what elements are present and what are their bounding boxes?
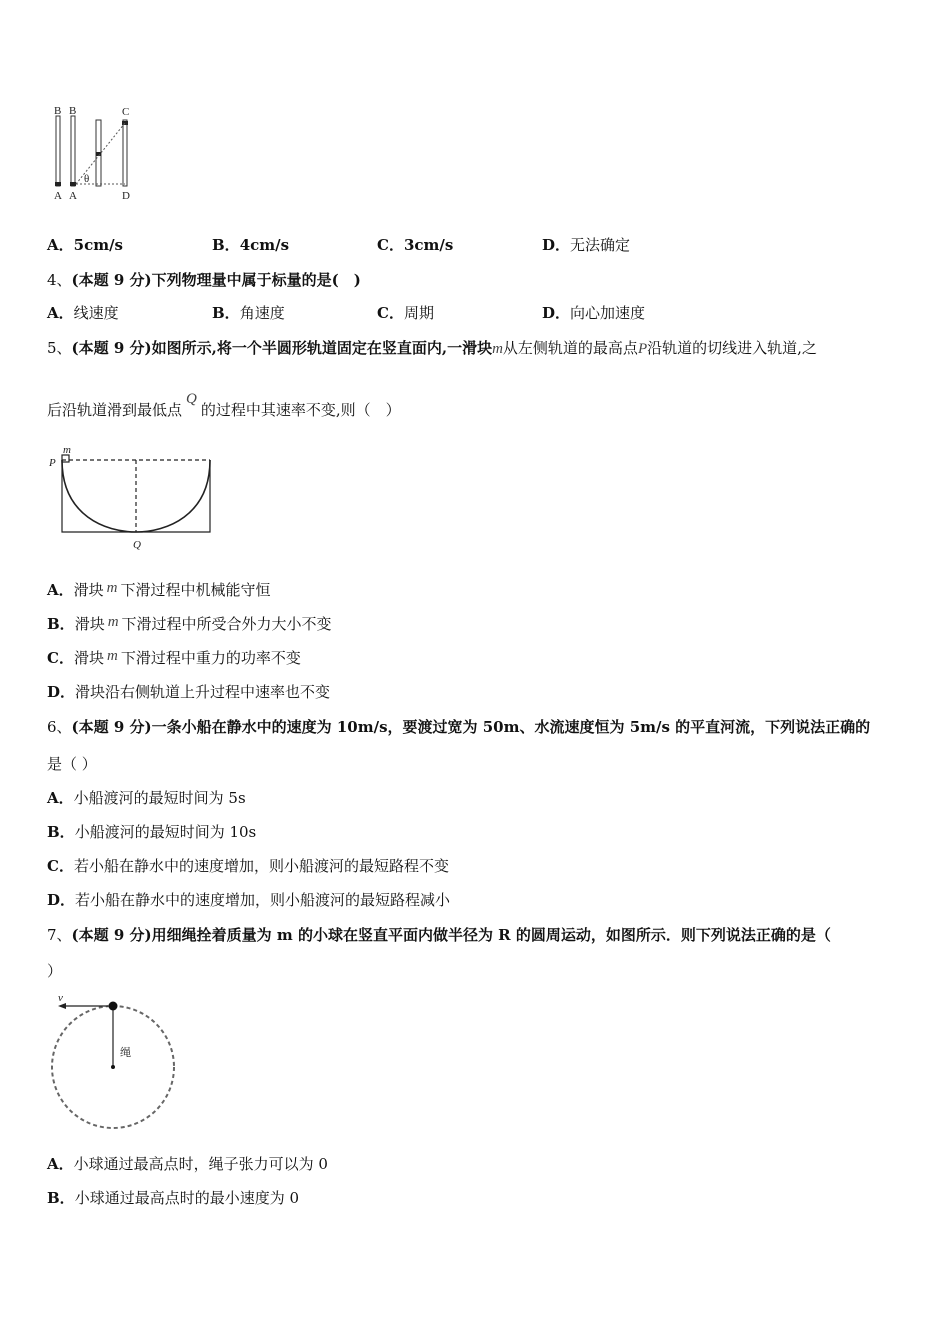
label-theta: θ [84, 173, 90, 185]
semicircle-track-figure [46, 446, 226, 554]
label-b1: B [54, 105, 62, 117]
q6-option-c[interactable]: C．若小船在静水中的速度增加，则小船渡河的最短路程不变 [47, 857, 449, 875]
q3-option-c[interactable]: C．3cm/s [377, 236, 454, 254]
q5-option-c[interactable]: C．滑块 m 下滑过程中重力的功率不变 [47, 648, 301, 667]
q3-option-a[interactable]: A．5cm/s [47, 236, 124, 254]
q4-option-b[interactable]: B．角速度 [212, 304, 285, 322]
vertical-circle-figure [44, 990, 184, 1130]
label-m: m [63, 446, 71, 456]
q7-stem-line1: 7、(本题 9 分)用细绳拴着质量为 m 的小球在竖直平面内做半径为 R 的圆周运动，如图所示．则下列说法正确的是（ [47, 926, 831, 944]
label-a2: A [69, 190, 77, 202]
q5-option-d[interactable]: D．滑块沿右侧轨道上升过程中速率也不变 [47, 683, 331, 701]
label-v: v [58, 992, 63, 1004]
q5-option-a[interactable]: A．滑块 m 下滑过程中机械能守恒 [47, 580, 271, 599]
q4-option-c[interactable]: C．周期 [377, 304, 434, 322]
q5-stem-line2: 后沿轨道滑到最低点Q的过程中其速率不变,则（ ） [47, 391, 401, 419]
label-a1: A [54, 190, 62, 202]
q6-option-d[interactable]: D．若小船在静水中的速度增加，则小船渡河的最短路程减小 [47, 891, 451, 909]
tube-figure [48, 104, 148, 204]
q7-stem-line2: ） [47, 962, 63, 980]
q4-option-d[interactable]: D．向心加速度 [542, 304, 646, 322]
q4-stem: 4、(本题 9 分)下列物理量中属于标量的是( ) [47, 271, 361, 289]
q3-option-b[interactable]: B．4cm/s [212, 236, 290, 254]
q6-stem-line2: 是（ ） [47, 755, 97, 773]
q3-option-d[interactable]: D．无法确定 [542, 236, 631, 254]
q4-option-a[interactable]: A．线速度 [47, 304, 119, 322]
label-p: P [49, 457, 56, 469]
q7-option-b[interactable]: B．小球通过最高点时的最小速度为 0 [47, 1189, 300, 1207]
q7-option-a[interactable]: A．小球通过最高点时，绳子张力可以为 0 [47, 1155, 328, 1173]
label-rope: 绳 [120, 1047, 131, 1059]
q6-option-a[interactable]: A．小船渡河的最短时间为 5s [47, 789, 246, 807]
q5-stem-line1: 5、(本题 9 分)如图所示,将一个半圆形轨道固定在竖直面内,一滑块m从左侧轨道的最高点P沿轨道的切线进入轨道,之 [47, 339, 817, 357]
label-d: D [122, 190, 130, 202]
label-q: Q [133, 539, 141, 551]
q6-option-b[interactable]: B．小船渡河的最短时间为 10s [47, 823, 257, 841]
label-b2: B [69, 105, 77, 117]
q5-option-b[interactable]: B．滑块 m 下滑过程中所受合外力大小不变 [47, 614, 332, 633]
label-c: C [122, 106, 130, 118]
q6-stem-line1: 6、(本题 9 分)一条小船在静水中的速度为 10m/s，要渡过宽为 50m、水流速度恒为 5m/s 的平直河流，下列说法正确的 [47, 718, 871, 736]
